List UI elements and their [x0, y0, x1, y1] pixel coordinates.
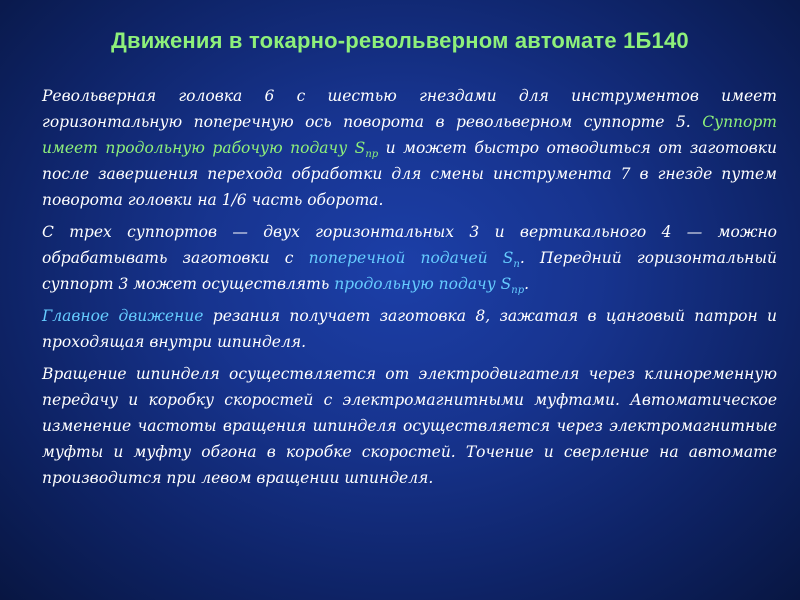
p2-text-e: . — [524, 275, 530, 293]
p2-text-d: продольную подачу S — [334, 275, 512, 293]
slide-body — [42, 83, 777, 497]
p2-text-b: поперечной подачей S — [308, 249, 514, 267]
p1-feed-subscript: пр — [365, 149, 379, 161]
p2-cross-feed-highlight — [308, 249, 520, 271]
p2-long-feed-subscript: пр — [511, 285, 525, 297]
paragraph-2 — [42, 219, 777, 297]
p2-cross-feed-subscript: п — [513, 259, 520, 271]
p4-text: Вращение шпинделя осуществляется от электродвигателя через клиноременную передачу и коробку скоростей с электромагнитными муфтами. Автоматическое изменение частоты вращения шпинделя осуществляется через электромагнитные муфты и муфту обгона в коробке скоростей. Точение и сверление на автомате производится при левом вращении шпинделя. — [42, 365, 777, 487]
slide-title: Движения в токарно-револьверном автомате 1Б140 — [111, 28, 689, 53]
p2-long-feed-highlight — [334, 275, 525, 297]
paragraph-4 — [42, 361, 777, 491]
p3-main-motion-highlight: Главное движение — [42, 307, 204, 325]
p1-text-c: и может быстро отводиться от заготовки после завершения перехода обработки для смены инструмента 7 в гнезде путем поворота головки на 1/6 часть оборота. — [42, 139, 777, 209]
p1-text-a: Револьверная головка 6 с шестью гнездами для инструментов имеет горизонтальную поперечную ось поворота в револьверном суппорте 5. — [42, 87, 777, 131]
p2-text-c: . Передний горизонтальный суппорт 3 может осуществлять — [42, 249, 777, 293]
p3-text-b: резания получает заготовка 8, зажатая в цанговый патрон и проходящая внутри шпинделя. — [42, 307, 777, 351]
paragraph-1 — [42, 83, 777, 213]
p1-text-b: Суппорт имеет продольную рабочую подачу S — [42, 113, 777, 157]
p2-text-a: С трех суппортов — двух горизонтальных 3 и вертикального 4 — можно обрабатывать заготовки с — [42, 223, 777, 267]
paragraph-3 — [42, 303, 777, 355]
